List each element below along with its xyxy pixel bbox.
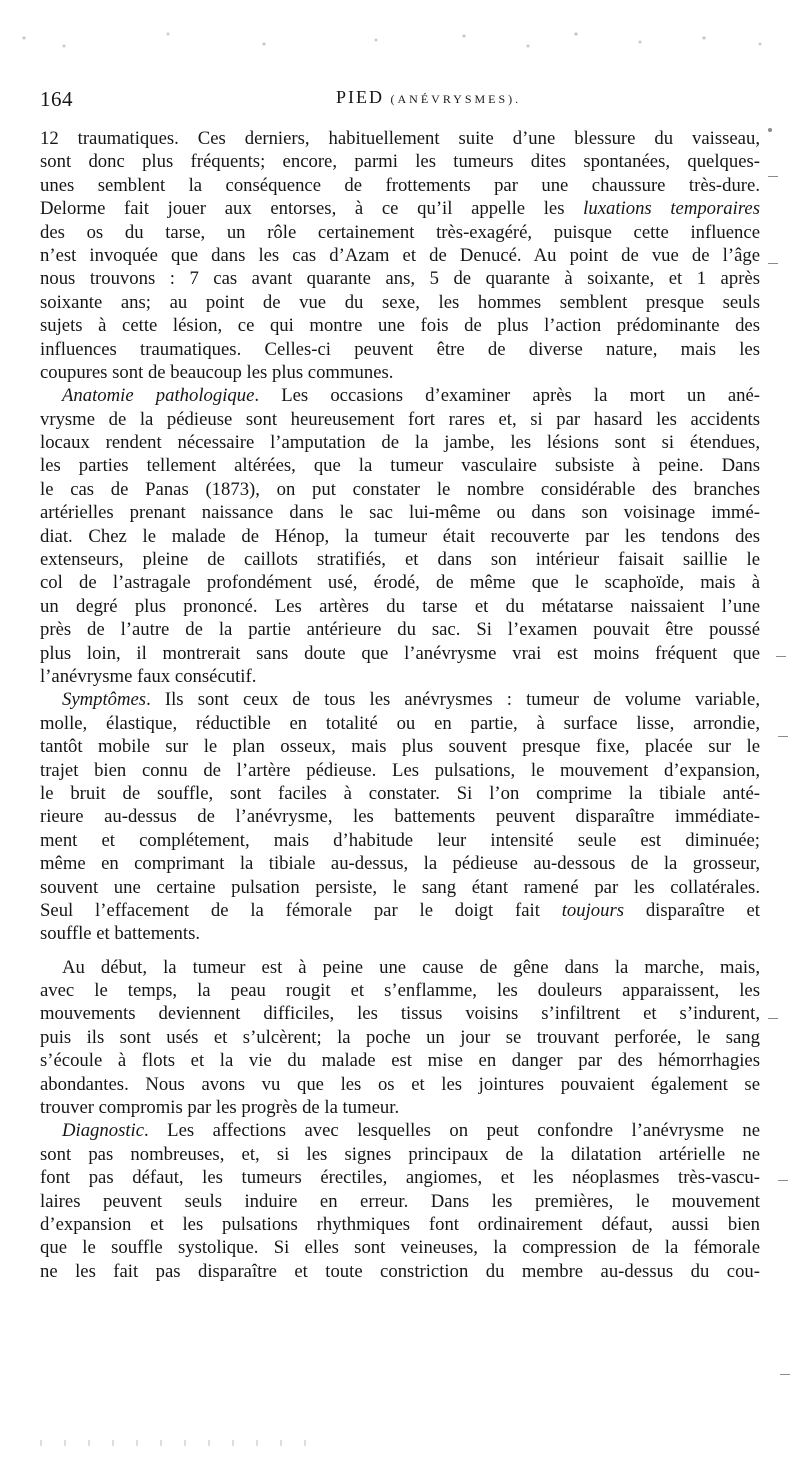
text-segment: unes semblent la conséquence de frottements par une chaussure très-dure. [40,174,760,196]
text-segment: disparaître et [624,899,760,921]
text-line [40,1049,760,1072]
text-segment: Delorme fait jouer aux entorses, à ce qu’il appelle les [40,198,584,220]
text-segment: trajet bien connu de l’artère pédieuse. Les pulsations, le mouvement d’expansion, [40,759,760,781]
text-line [40,478,760,501]
text-segment: laires peuvent seuls induire en erreur. Dans les premières, le mouvement [40,1190,760,1212]
page-number: 164 [40,87,73,111]
text-segment: molle, élastique, réductible en totalité ou en partie, à surface lisse, arrondie, [40,712,760,734]
text-line [40,408,760,431]
text-line [40,1096,760,1119]
text-segment: sujets à cette lésion, ce qui montre une fois de plus l’action prédominante des [40,315,760,337]
text-line [40,712,760,735]
text-segment: artérielles prenant naissance dans le sac lui-même ou dans son voisinage immé- [40,502,760,524]
text-segment: . Les affections avec lesquelles on peut confondre l’anévrysme ne [144,1120,760,1142]
text-segment: que le souffle systolique. Si elles sont veineuses, la compression de la fémorale [40,1237,760,1259]
text-line [40,127,760,150]
scan-noise-bottom [40,1440,320,1446]
margin-mark [776,656,786,657]
text-segment: soixante ans; au point de vue du sexe, les hommes semblent presque seuls [40,291,760,313]
text-segment: ne les fait pas disparaître et toute constriction du membre au-dessus du cou- [40,1260,760,1282]
margin-mark [780,1374,790,1375]
text-line [40,1260,760,1283]
text-segment: nous trouvons : 7 cas avant quarante ans, 5 de quarante à soixante, et 1 après [40,268,760,290]
text-segment: souvent une certaine pulsation persiste, le sang étant ramené par les collatérales. [40,876,760,898]
text-segment: mouvements deviennent difficiles, les tissus voisins s’infiltrent et s’indurent, [40,1003,760,1025]
text-line [40,454,760,477]
text-line [40,291,760,314]
text-segment: tantôt mobile sur le plan osseux, mais plus souvent presque fixe, placée sur le [40,736,760,758]
text-line [40,244,760,267]
scan-noise-top [0,22,800,62]
text-segment: influences traumatiques. Celles-ci peuvent être de diverse nature, mais les [40,338,760,360]
text-line [40,595,760,618]
text-line [40,1119,760,1142]
italic-text: luxations temporaires [583,198,760,220]
text-segment: rieure au-dessus de l’anévrysme, les battements peuvent disparaître immédiate- [40,806,760,828]
text-line [40,1213,760,1236]
text-line [40,782,760,805]
text-segment: sont pas nombreuses, et, si les signes principaux de la dilatation artérielle ne [40,1143,760,1165]
text-segment: le bruit de souffle, sont faciles à constater. Si l’on comprime la tibiale anté- [40,782,760,804]
margin-mark [768,263,778,264]
text-segment: même en comprimant la tibiale au-dessus, la pédieuse au-dessous de la grosseur, [40,853,760,875]
text-line [40,548,760,571]
italic-text: toujours [561,899,625,921]
text-line [40,384,760,407]
italic-text: Anatomie pathologique [62,385,255,407]
text-segment: des os du tarse, un rôle certainement très-exagéré, puisque cette influence [40,221,760,243]
text-segment: extenseurs, pleine de caillots stratifiés, et dans son intérieur faisait saillie le [40,549,760,571]
margin-mark [768,1018,778,1019]
text-line [40,618,760,641]
text-line [40,759,760,782]
italic-text: Symptômes [62,689,147,711]
text-segment: un degré plus prononcé. Les artères du tarse et du métatarse naissaient l’une [40,595,760,617]
text-line [40,1073,760,1096]
text-segment: . Ils sont ceux de tous les anévrysmes : tumeur de volume variable, [146,689,760,711]
text-line [40,267,760,290]
text-line [40,174,760,197]
text-line [40,197,760,220]
text-line [40,956,760,979]
running-head-main: PIED [336,87,384,107]
text-line [40,852,760,875]
text-segment: trouver compromis par les progrès de la tumeur. [40,1097,400,1119]
text-line [40,899,760,922]
text-segment: ment et complétement, mais d’habitude leur intensité seule est diminuée; [40,829,760,851]
text-line [40,361,760,384]
text-segment: plus loin, il montrerait sans doute que l’anévrysme vrai est moins fréquent que [40,642,760,664]
text-segment: diat. Chez le malade de Hénop, la tumeur était recouverte par les tendons des [40,525,760,547]
margin-mark [778,736,788,737]
text-segment: vrysme de la pédieuse sont heureusement fort rares et, si par hasard les accidents [40,408,760,430]
text-segment: 12 traumatiques. Ces derniers, habituellement suite d’une blessure du vaisseau, [40,128,760,149]
italic-text: Diagnostic [62,1120,145,1142]
running-head-sub: (ANÉVRYSMES). [390,92,522,106]
text-segment: locaux rendent nécessaire l’amputation de la jambe, les lésions sont si étendues, [40,432,760,454]
text-segment: l’anévrysme faux consécutif. [40,665,257,687]
text-line [40,688,760,711]
text-segment: Au début, la tumeur est à peine une cause de gêne dans la marche, mais, [62,956,760,978]
margin-mark [768,176,778,177]
text-line [40,221,760,244]
text-line [40,805,760,828]
text-line [40,665,760,688]
text-segment: les parties tellement altérées, que la tumeur vasculaire subsiste à peine. Dans [40,455,760,477]
margin-mark [768,128,772,132]
text-line [40,1143,760,1166]
text-segment: le cas de Panas (1873), on put constater le nombre considérable des branches [40,478,760,500]
text-segment: . Les occasions d’examiner après la mort un ané- [254,385,760,407]
text-line [40,525,760,548]
text-line [40,1002,760,1025]
text-segment: d’expansion et les pulsations rhythmiques font ordinairement défaut, aussi bien [40,1213,760,1235]
text-line [40,431,760,454]
text-line [40,642,760,665]
text-segment: n’est invoquée que dans les cas d’Azam et de Denucé. Au point de vue de l’âge [40,244,760,266]
text-line [40,314,760,337]
text-line [40,876,760,899]
text-segment: souffle et battements. [40,923,201,945]
text-line [40,922,760,945]
text-line [40,1190,760,1213]
text-segment: coupures sont de beaucoup les plus communes. [40,361,394,383]
text-line [40,1166,760,1189]
text-segment: col de l’astragale profondément usé, érodé, de même que le scaphoïde, mais à [40,572,760,594]
text-segment: avec le temps, la peau rougit et s’enflamme, les douleurs apparaissent, les [40,980,760,1002]
running-head [336,87,521,108]
margin-mark [778,1180,788,1181]
text-segment: puis ils sont usés et s’ulcèrent; la poche un jour se trouvant perforée, le sang [40,1026,760,1048]
text-line [40,829,760,852]
body-text [40,127,760,1283]
text-line [40,979,760,1002]
text-segment: Seul l’effacement de la fémorale par le doigt fait [40,899,562,921]
text-segment: s’écoule à flots et la vie du malade est mise en danger par des hémorrhagies [40,1050,760,1072]
text-line [40,150,760,173]
text-segment: font pas défaut, les tumeurs érectiles, angiomes, et les néoplasmes très-vascu- [40,1167,760,1189]
text-line [40,501,760,524]
page-header [40,87,760,115]
text-line [40,338,760,361]
text-line [40,1026,760,1049]
text-line [40,1236,760,1259]
text-segment: près de l’autre de la partie antérieure du sac. Si l’examen pouvait être poussé [40,619,760,641]
text-segment: abondantes. Nous avons vu que les os et les jointures pouvaient également se [40,1073,760,1095]
text-line [40,571,760,594]
text-segment: sont donc plus fréquents; encore, parmi les tumeurs dites spontanées, quelques- [40,151,760,173]
text-line [40,735,760,758]
